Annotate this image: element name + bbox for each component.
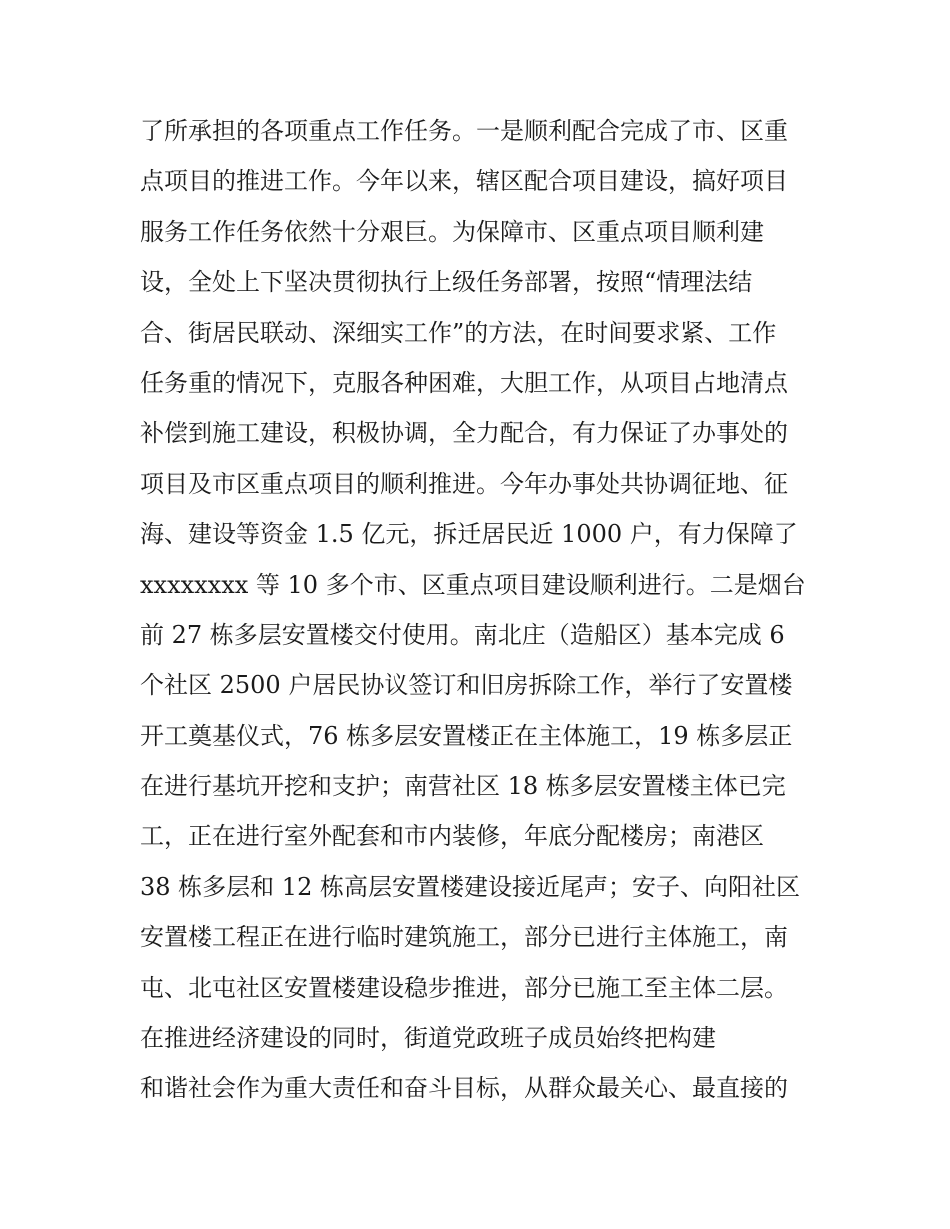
text-line: 工，正在进行室外配套和市内装修，年底分配楼房；南港区 xyxy=(140,822,764,851)
text-line: 服务工作任务依然十分艰巨。为保障市、区重点项目顺利建 xyxy=(140,217,764,246)
text-line: 设，全处上下坚决贯彻执行上级任务部署，按照“情理法结 xyxy=(140,268,753,297)
text-line: 在进行基坑开挖和支护；南营社区 18 栋多层安置楼主体已完 xyxy=(140,772,786,801)
text-line: 屯、北屯社区安置楼建设稳步推进，部分已施工至主体二层。 xyxy=(140,973,788,1002)
text-line: 开工奠基仪式，76 栋多层安置楼正在主体施工，19 栋多层正 xyxy=(140,721,793,750)
text-line: 安置楼工程正在进行临时建筑施工，部分已进行主体施工，南 xyxy=(140,923,788,952)
text-line: 和谐社会作为重大责任和奋斗目标，从群众最关心、最直接的 xyxy=(140,1074,788,1103)
text-line: 个社区 2500 户居民协议签订和旧房拆除工作，举行了安置楼 xyxy=(140,671,793,700)
text-line: 在推进经济建设的同时，街道党政班子成员始终把构建 xyxy=(140,1024,716,1053)
text-line: xxxxxxxx 等 10 多个市、区重点项目建设顺利进行。二是烟台 xyxy=(140,570,806,599)
body-text xyxy=(140,106,820,1114)
text-line: 点项目的推进工作。今年以来，辖区配合项目建设，搞好项目 xyxy=(140,167,788,196)
text-line: 海、建设等资金 1.5 亿元，拆迁居民近 1000 户，有力保障了 xyxy=(140,520,798,549)
text-line: 了所承担的各项重点工作任务。一是顺利配合完成了市、区重 xyxy=(140,117,788,145)
text-line: 前 27 栋多层安置楼交付使用。南北庄（造船区）基本完成 6 xyxy=(140,620,785,649)
text-line: 38 栋多层和 12 栋高层安置楼建设接近尾声；安子、向阳社区 xyxy=(140,872,800,901)
text-line: 补偿到施工建设，积极协调，全力配合，有力保证了办事处的 xyxy=(140,419,788,448)
text-line: 任务重的情况下，克服各种困难，大胆工作，从项目占地清点 xyxy=(140,368,788,397)
text-line: 合、街居民联动、深细实工作”的方法，在时间要求紧、工作 xyxy=(140,318,777,347)
text-line: 项目及市区重点项目的顺利推进。今年办事处共协调征地、征 xyxy=(140,469,788,498)
